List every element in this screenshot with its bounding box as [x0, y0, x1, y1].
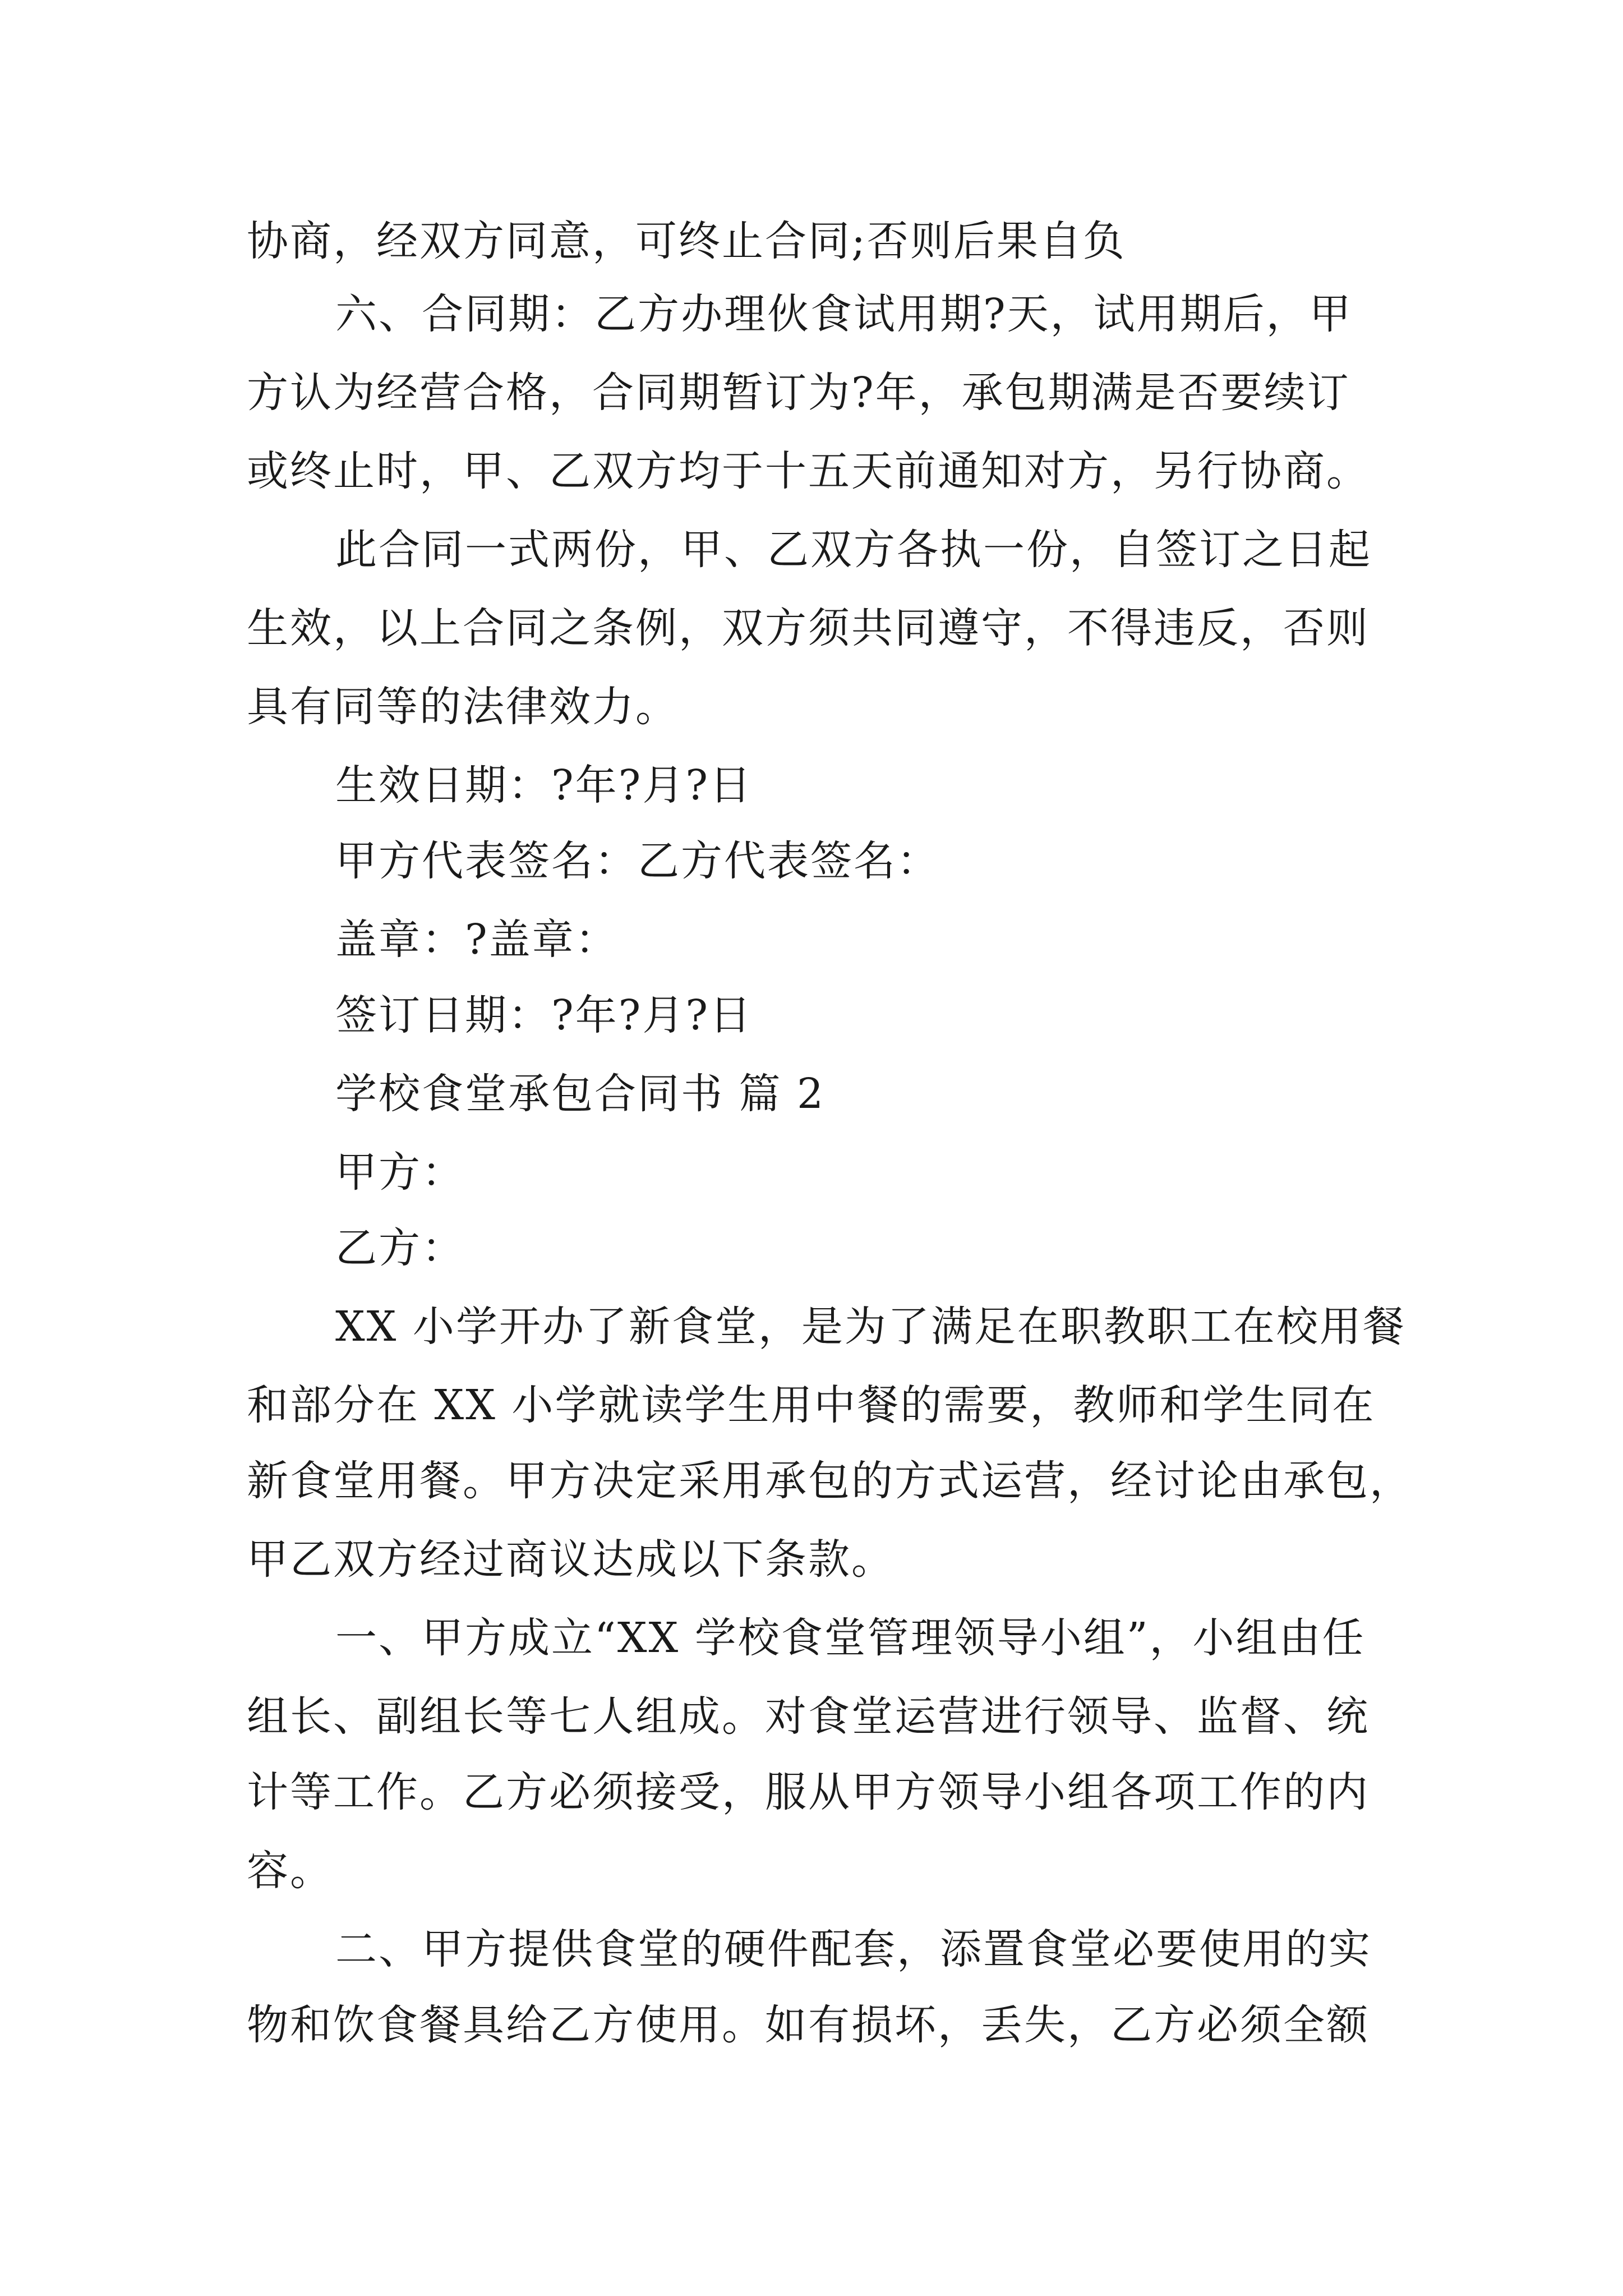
text-line: 方认为经营合格，合同期暂订为?年，承包期满是否要续订 [247, 369, 1350, 417]
text-line: 协商，经双方同意，可终止合同;否则后果自负 [247, 217, 1126, 265]
text-line: XX 小学开办了新食堂，是为了满足在职教职工在校用餐 [335, 1303, 1406, 1351]
text-line: 此合同一式两份，甲、乙双方各执一份，自签订之日起 [335, 526, 1372, 574]
text-line: 乙方： [335, 1224, 465, 1272]
text-line: 甲方代表签名：乙方代表签名： [335, 837, 940, 885]
text-line: 计等工作。乙方必须接受，服从甲方领导小组各项工作的内 [247, 1768, 1370, 1816]
text-line: 盖章：?盖章： [335, 915, 619, 964]
text-line: 甲乙双方经过商议达成以下条款。 [247, 1535, 895, 1584]
text-line: 容。 [247, 1847, 333, 1895]
text-line: 组长、副组长等七人组成。对食堂运营进行领导、监督、统 [247, 1692, 1370, 1741]
text-line: 和部分在 XX 小学就读学生用中餐的需要，教师和学生同在 [247, 1381, 1376, 1429]
text-line: 生效，以上合同之条例，双方须共同遵守，不得违反，否则 [247, 604, 1370, 652]
section-heading: 学校食堂承包合同书 篇 2 [335, 1070, 826, 1118]
text-line: 物和饮食餐具给乙方使用。如有损坏，丢失，乙方必须全额 [247, 2001, 1370, 2049]
text-line: 新食堂用餐。甲方决定采用承包的方式运营，经讨论由承包， [247, 1457, 1413, 1505]
text-line: 六、合同期：乙方办理伙食试用期?天，试用期后，甲 [335, 290, 1353, 338]
text-line: 具有同等的法律效力。 [247, 683, 679, 731]
text-line: 一、甲方成立“XX 学校食堂管理领导小组”，小组由任 [335, 1614, 1366, 1662]
text-line: 甲方： [335, 1148, 465, 1197]
text-line: 或终止时，甲、乙双方均于十五天前通知对方，另行协商。 [247, 447, 1370, 495]
text-line: 签订日期：?年?月?日 [335, 991, 753, 1039]
text-line: 二、甲方提供食堂的硬件配套，添置食堂必要使用的实 [335, 1925, 1372, 1973]
text-line: 生效日期：?年?月?日 [335, 761, 753, 809]
